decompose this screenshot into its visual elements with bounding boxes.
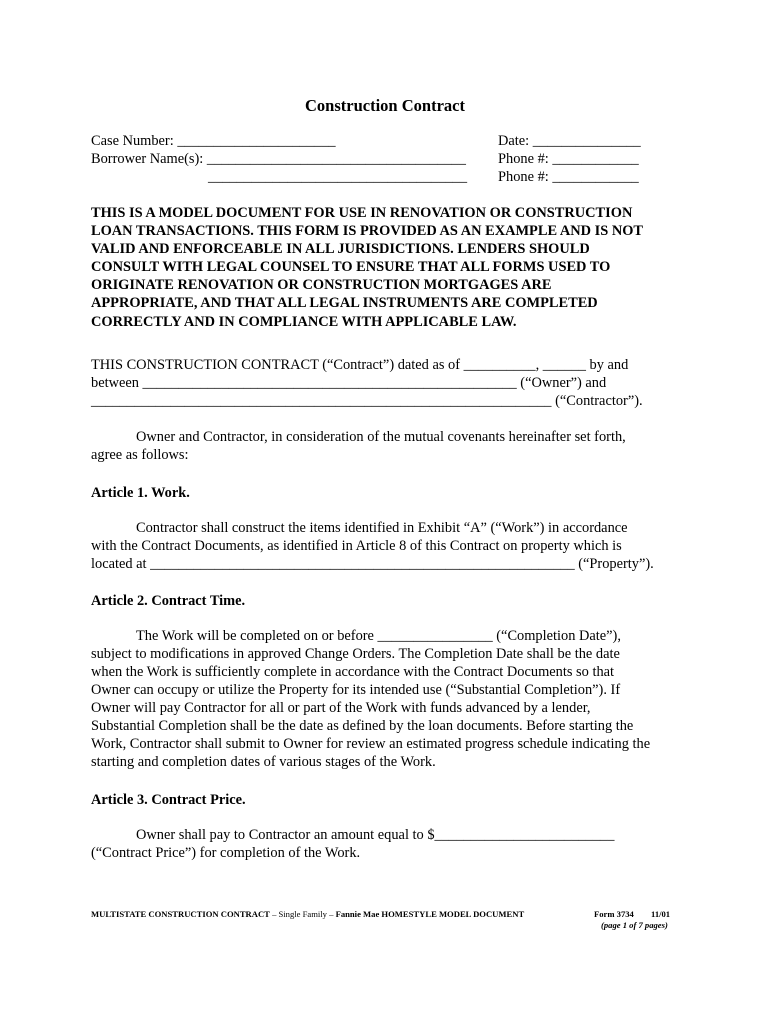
recital-paragraph: [91, 428, 683, 464]
disclaimer-line: ORIGINATE RENOVATION OR CONSTRUCTION MORTGAGES ARE: [91, 277, 552, 294]
page-title: Construction Contract: [305, 96, 465, 115]
article-line: with the Contract Documents, as identified in Article 8 of this Contract on property which is: [91, 538, 622, 554]
intro-line: between ____________________________________________________ (“Owner”) and: [91, 375, 607, 391]
disclaimer-block: [91, 204, 683, 331]
article-line: Contractor shall construct the items identified in Exhibit “A” (“Work”) in accordance: [136, 520, 628, 536]
intro-line: ________________________________________________________________ (“Contractor”).: [91, 393, 643, 409]
footer-fannie-mae: Fannie Mae HOMESTYLE MODEL DOCUMENT: [335, 909, 525, 919]
article-3-body: [91, 826, 683, 862]
intro-line: THIS CONSTRUCTION CONTRACT (“Contract”) dated as of __________, ______ by and: [91, 357, 629, 373]
footer-separator: –: [269, 909, 279, 919]
disclaimer-line: CONSULT WITH LEGAL COUNSEL TO ENSURE THAT ALL FORMS USED TO: [91, 259, 611, 276]
article-line: Work, Contractor shall submit to Owner for review an estimated progress schedule indicating the: [91, 736, 651, 752]
article-line: subject to modifications in approved Change Orders. The Completion Date shall be the date: [91, 646, 620, 662]
disclaimer-line: APPROPRIATE, AND THAT ALL LEGAL INSTRUMENTS ARE COMPLETED: [91, 295, 598, 312]
article-1-heading: Article 1. Work.: [91, 485, 190, 501]
borrower-names-second-line: ____________________________________: [208, 169, 468, 185]
date-field: Date: _______________: [498, 133, 641, 149]
footer-title: MULTISTATE CONSTRUCTION CONTRACT: [91, 909, 270, 919]
footer-form-title: [91, 909, 524, 920]
article-line: The Work will be completed on or before ________________ (“Completion Date”),: [136, 628, 621, 644]
article-1-body: [91, 519, 683, 573]
article-line: Owner will pay Contractor for all or part of the Work with funds advanced by a lender,: [91, 700, 591, 716]
article-2-body: [91, 627, 683, 771]
case-number-field: Case Number: ______________________: [91, 133, 336, 149]
contract-intro: [91, 356, 683, 410]
article-line: located at ___________________________________________________________ (“Property”).: [91, 556, 654, 572]
article-line: (“Contract Price”) for completion of the Work.: [91, 845, 361, 861]
disclaimer-line: VALID AND ENFORCEABLE IN ALL JURISDICTIONS. LENDERS SHOULD: [91, 241, 590, 258]
borrower-names-field: Borrower Name(s): ____________________________________: [91, 151, 466, 167]
article-line: Substantial Completion shall be the date as defined by the loan documents. Before starting the: [91, 718, 634, 734]
article-line: starting and completion dates of various stages of the Work.: [91, 754, 436, 770]
disclaimer-line: THIS IS A MODEL DOCUMENT FOR USE IN RENOVATION OR CONSTRUCTION: [91, 205, 633, 221]
phone-field-2: Phone #: ____________: [498, 169, 639, 185]
article-2-heading: Article 2. Contract Time.: [91, 593, 246, 609]
footer-form-date: 11/01: [651, 909, 671, 919]
recital-line: agree as follows:: [91, 447, 189, 463]
disclaimer-line: LOAN TRANSACTIONS. THIS FORM IS PROVIDED AS AN EXAMPLE AND IS NOT: [91, 223, 644, 240]
footer-single-family: Single Family: [278, 909, 327, 919]
article-line: Owner can occupy or utilize the Property for its intended use (“Substantial Completion”). If: [91, 682, 621, 698]
phone-field-1: Phone #: ____________: [498, 151, 639, 167]
footer-page-count: (page 1 of 7 pages): [601, 920, 668, 930]
footer-separator: –: [326, 909, 336, 919]
disclaimer-line: CORRECTLY AND IN COMPLIANCE WITH APPLICABLE LAW.: [91, 313, 517, 330]
article-line: Owner shall pay to Contractor an amount equal to $_________________________: [136, 827, 615, 843]
footer-form-number: Form 3734: [594, 909, 634, 919]
article-3-heading: Article 3. Contract Price.: [91, 792, 246, 808]
recital-line: Owner and Contractor, in consideration of the mutual covenants hereinafter set forth,: [136, 429, 626, 445]
article-line: when the Work is sufficiently complete in accordance with the Contract Documents so that: [91, 664, 615, 680]
